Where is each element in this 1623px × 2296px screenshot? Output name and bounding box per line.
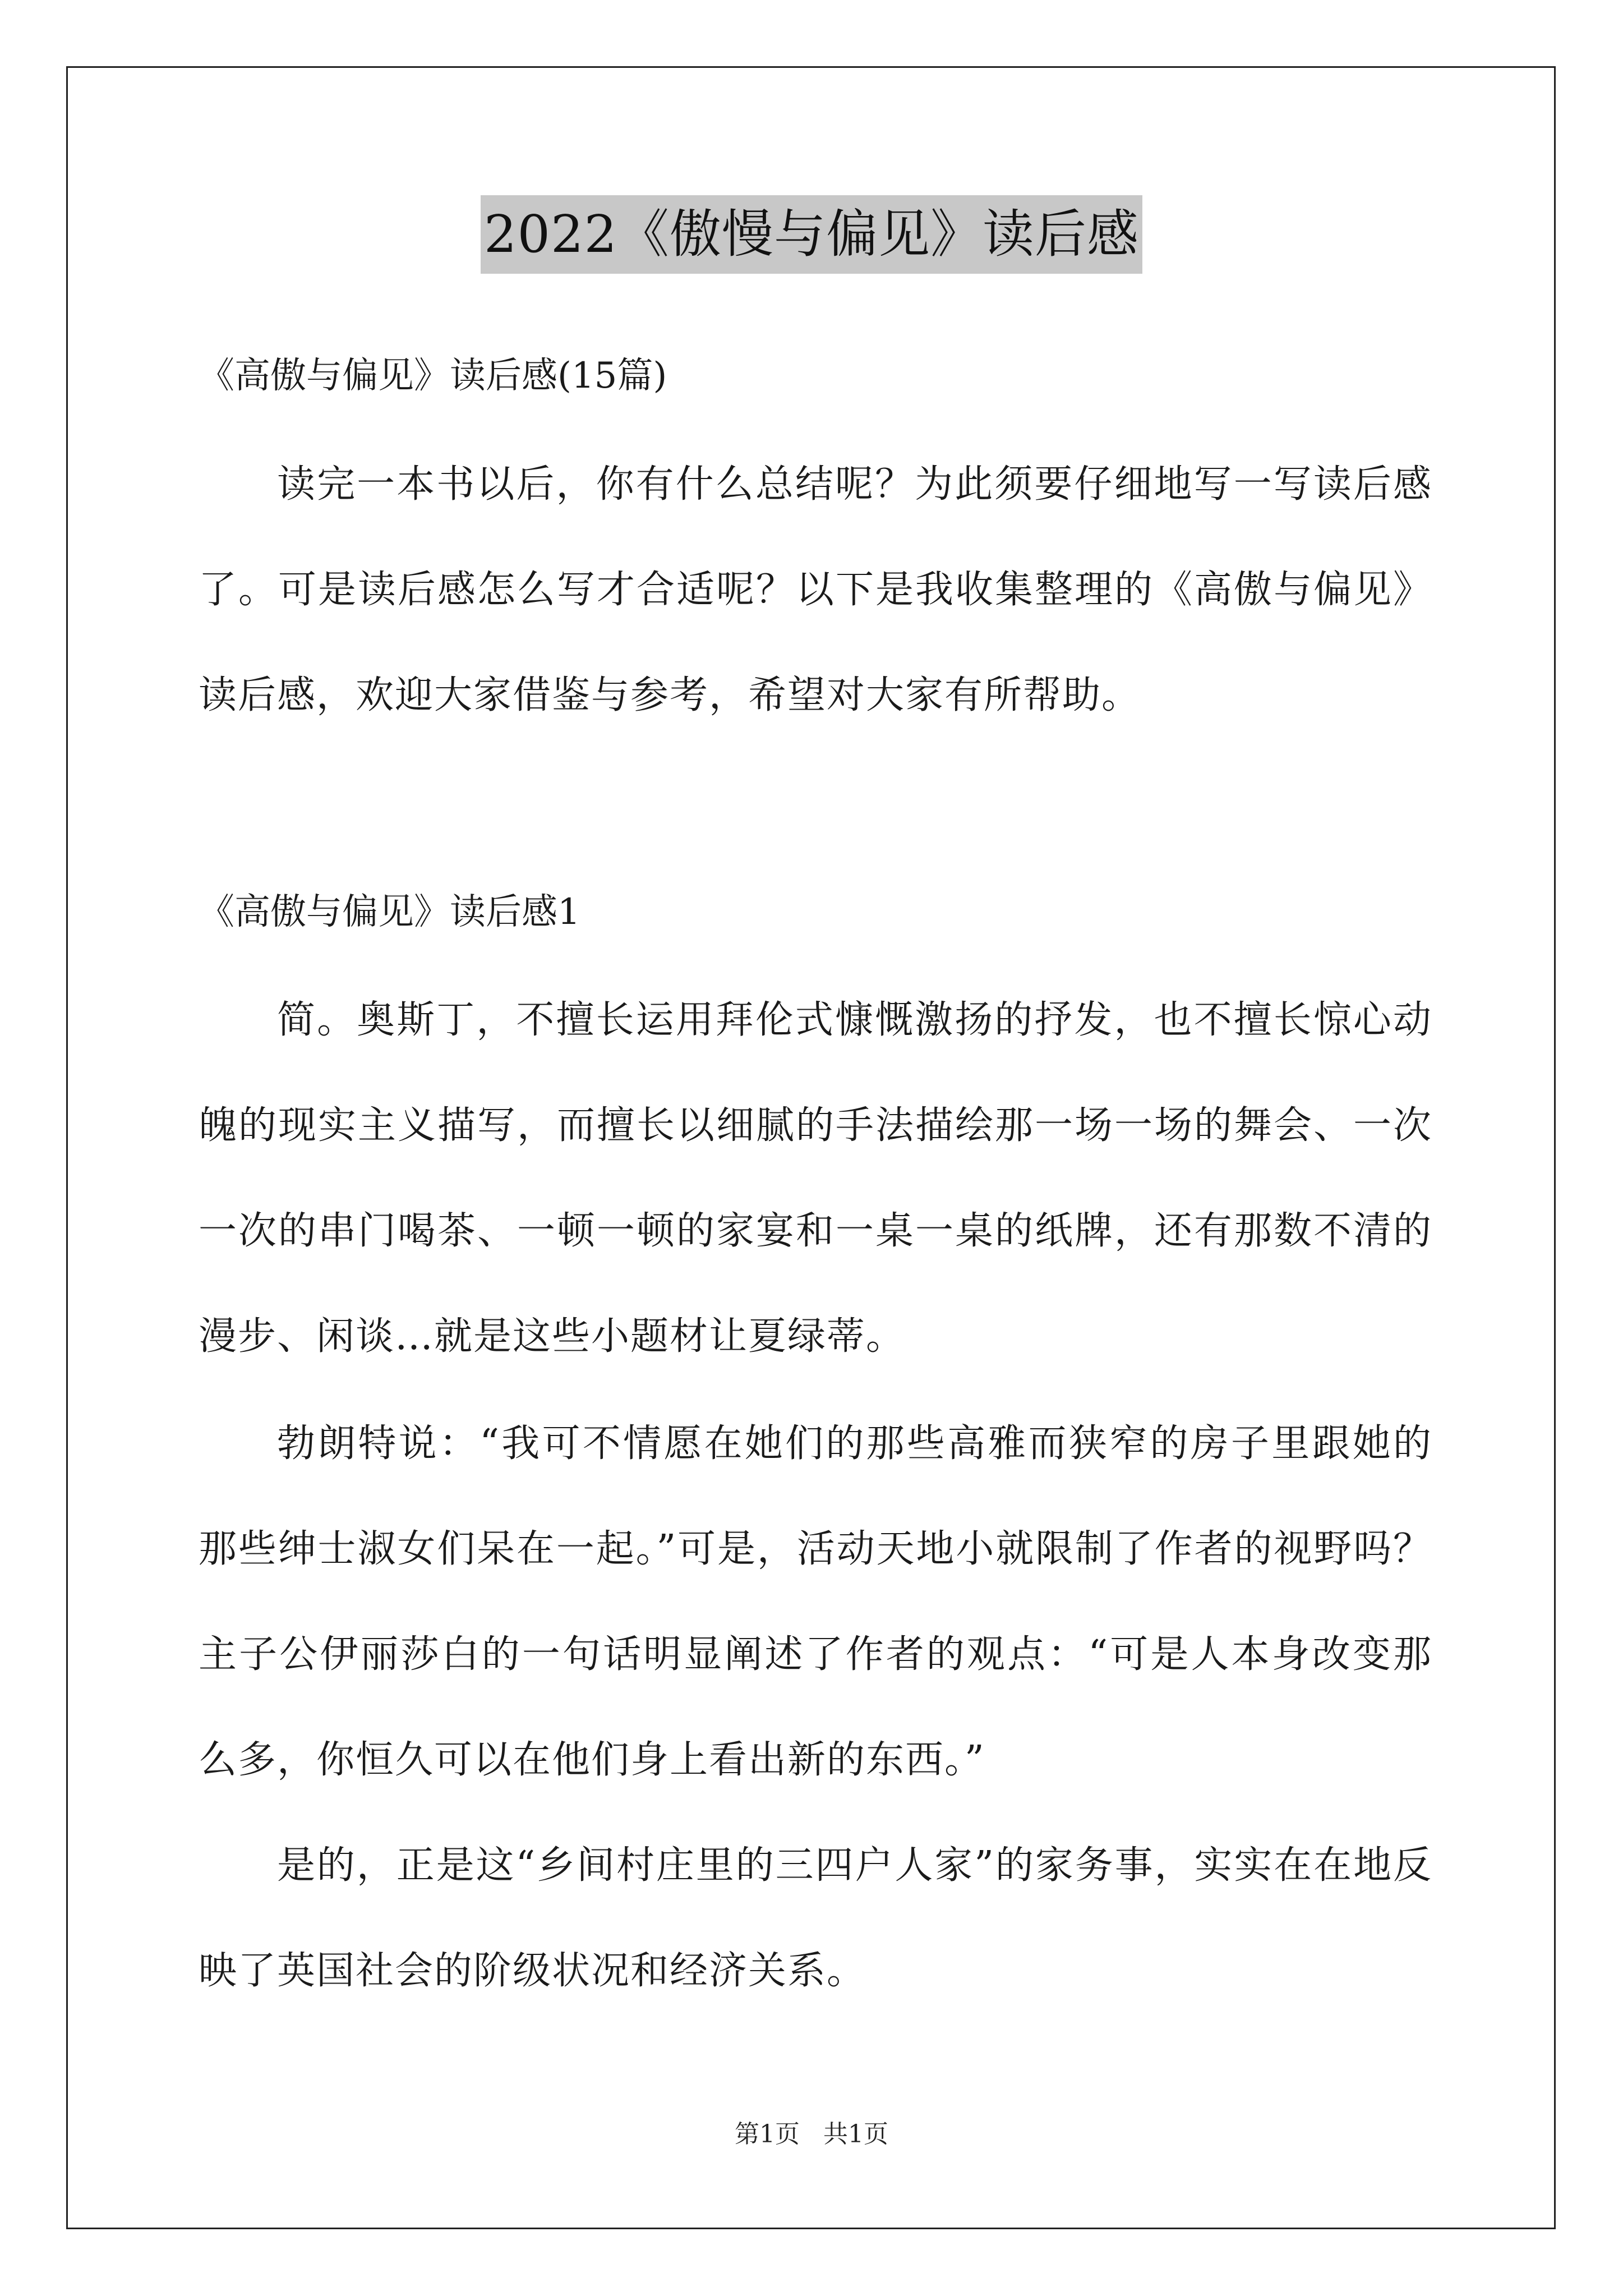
page-total: 共1页 [823, 2120, 888, 2148]
title-container [0, 195, 1623, 274]
body-paragraph-2: 勃朗特说：“我可不情愿在她们的那些高雅而狭窄的房子里跟她的那些绅士淑女们呆在一起。”可是，活动天地小就限制了作者的视野吗？主子公伊丽莎白的一句话明显阐述了作者的观点：“可是人本身改变那么多，你恒久可以在他们身上看出新的东西。” [199, 1421, 1432, 1782]
body-paragraph-1: 简。奥斯丁，不擅长运用拜伦式慷慨激扬的抒发，也不擅长惊心动魄的现实主义描写，而擅长以细腻的手法描绘那一场一场的舞会、一次一次的串门喝茶、一顿一顿的家宴和一桌一桌的纸牌，还有那数不清的漫步、闲谈…就是这些小题材让夏绿蒂。 [199, 998, 1432, 1359]
page-footer [0, 2114, 1623, 2150]
section-heading: 《高傲与偏见》读后感1 [199, 891, 580, 933]
intro-paragraph: 读完一本书以后，你有什么总结呢？为此须要仔细地写一写读后感了。可是读后感怎么写才合适呢？以下是我收集整理的《高傲与偏见》读后感，欢迎大家借鉴与参考，希望对大家有所帮助。 [199, 462, 1432, 717]
document-title: 2022《傲慢与偏见》读后感 [481, 195, 1142, 274]
page-number: 第1页 [735, 2120, 800, 2148]
body-paragraph-3: 是的，正是这“乡间村庄里的三四户人家”的家务事，实实在在地反映了英国社会的阶级状况和经济关系。 [199, 1843, 1432, 1993]
document-subtitle: 《高傲与偏见》读后感(15篇) [199, 355, 667, 397]
